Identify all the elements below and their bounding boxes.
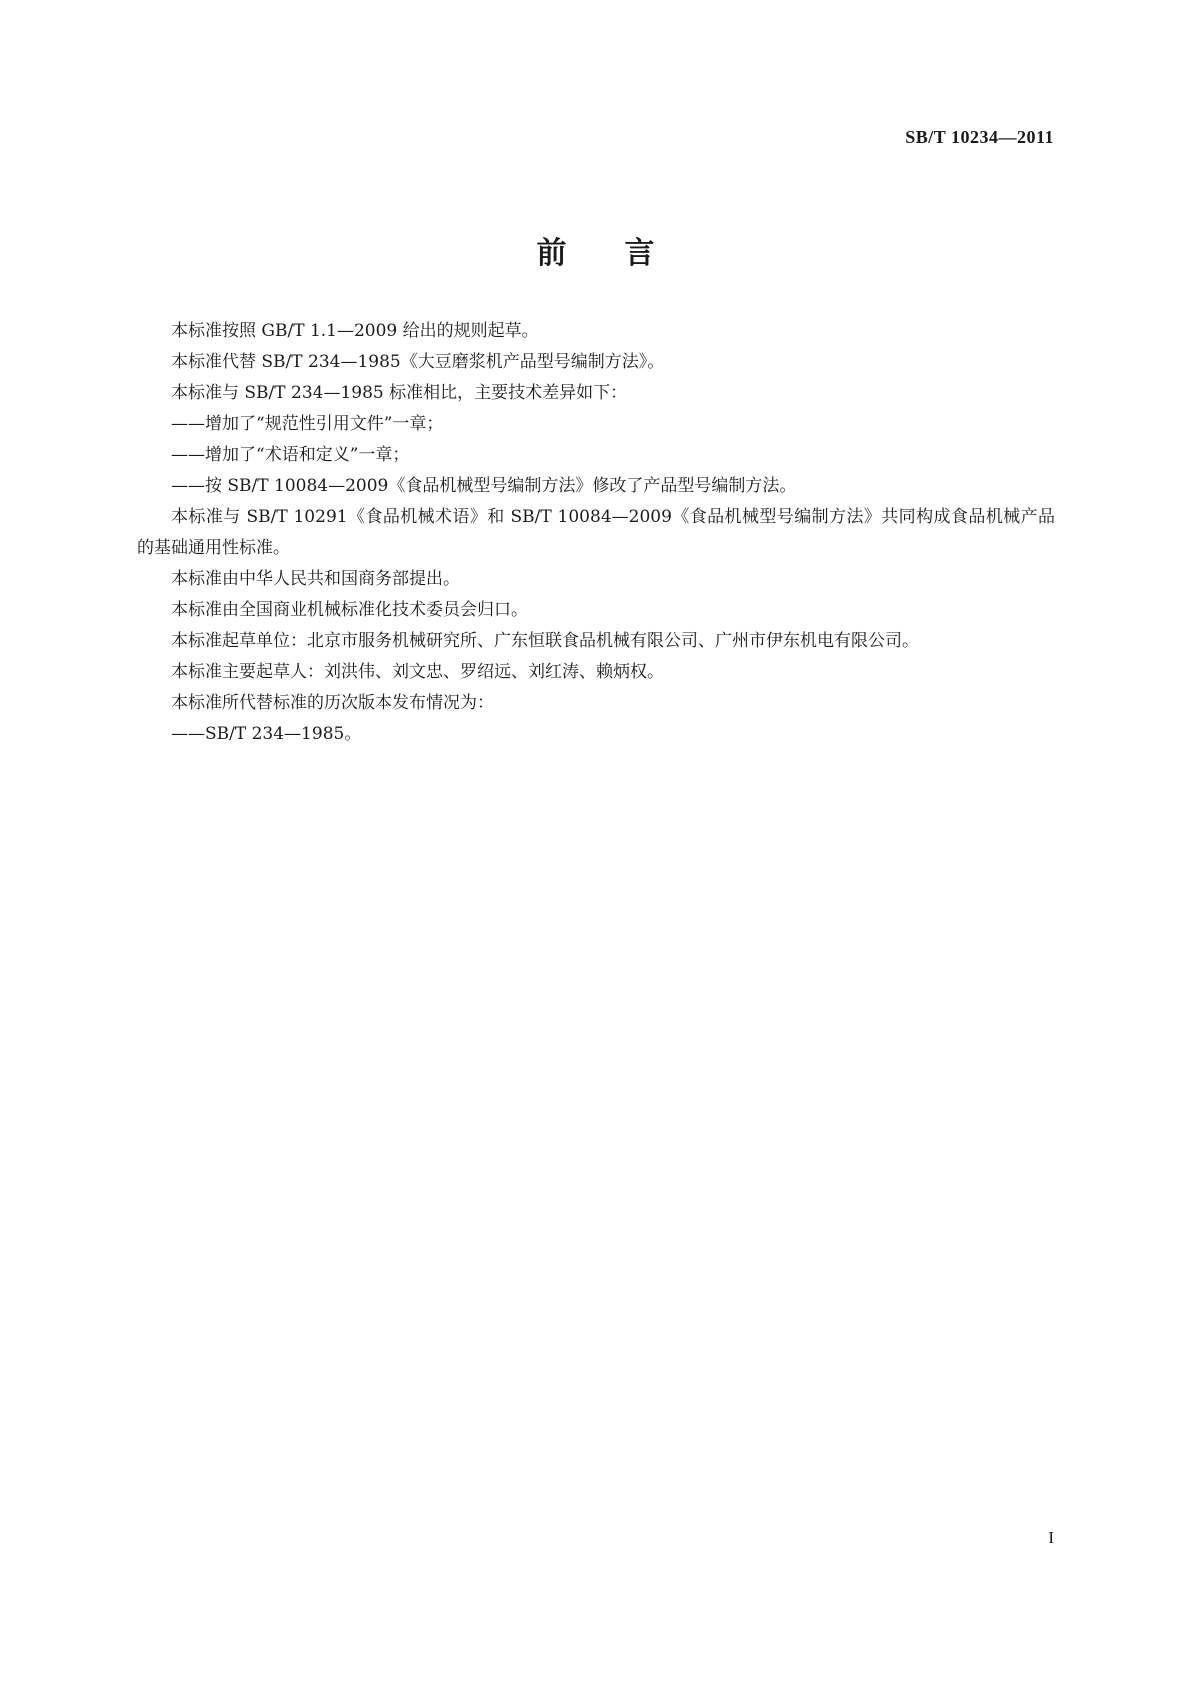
paragraph-replaces: 本标准代替 SB/T 234—1985《大豆磨浆机产品型号编制方法》。 xyxy=(171,352,665,372)
paragraph-proposer: 本标准由中华人民共和国商务部提出。 xyxy=(171,569,460,589)
paragraph-drafting-rules: 本标准按照 GB/T 1.1—2009 给出的规则起草。 xyxy=(171,321,539,341)
list-item-difference: ——增加了“规范性引用文件”一章； xyxy=(171,414,444,434)
standard-number: SB/T 10234—2011 xyxy=(905,127,1054,147)
paragraph-related-standards: 本标准与 SB/T 10291《食品机械术语》和 SB/T 10084—2009《食品机械型号编制方法》共同构成食品机械产品的基础通用性标准。 xyxy=(137,507,1055,558)
paragraph-differences-intro: 本标准与 SB/T 234—1985 标准相比，主要技术差异如下： xyxy=(171,383,628,403)
paragraph-administrator: 本标准由全国商业机械标准化技术委员会归口。 xyxy=(171,600,528,620)
list-item-history: ——SB/T 234—1985。 xyxy=(171,724,362,744)
list-item-difference: ——增加了“术语和定义”一章； xyxy=(171,445,410,465)
page-title: 前言 xyxy=(536,236,713,271)
list-item-difference: ——按 SB/T 10084—2009《食品机械型号编制方法》修改了产品型号编制方法。 xyxy=(171,476,797,496)
foreword-body xyxy=(137,316,1055,750)
paragraph-drafters: 本标准主要起草人：刘洪伟、刘文忠、罗绍远、刘红涛、赖炳权。 xyxy=(171,662,664,682)
page-number: I xyxy=(1048,1528,1054,1547)
paragraph-history-intro: 本标准所代替标准的历次版本发布情况为： xyxy=(171,693,494,713)
paragraph-drafting-units: 本标准起草单位：北京市服务机械研究所、广东恒联食品机械有限公司、广州市伊东机电有限公司。 xyxy=(171,631,919,651)
